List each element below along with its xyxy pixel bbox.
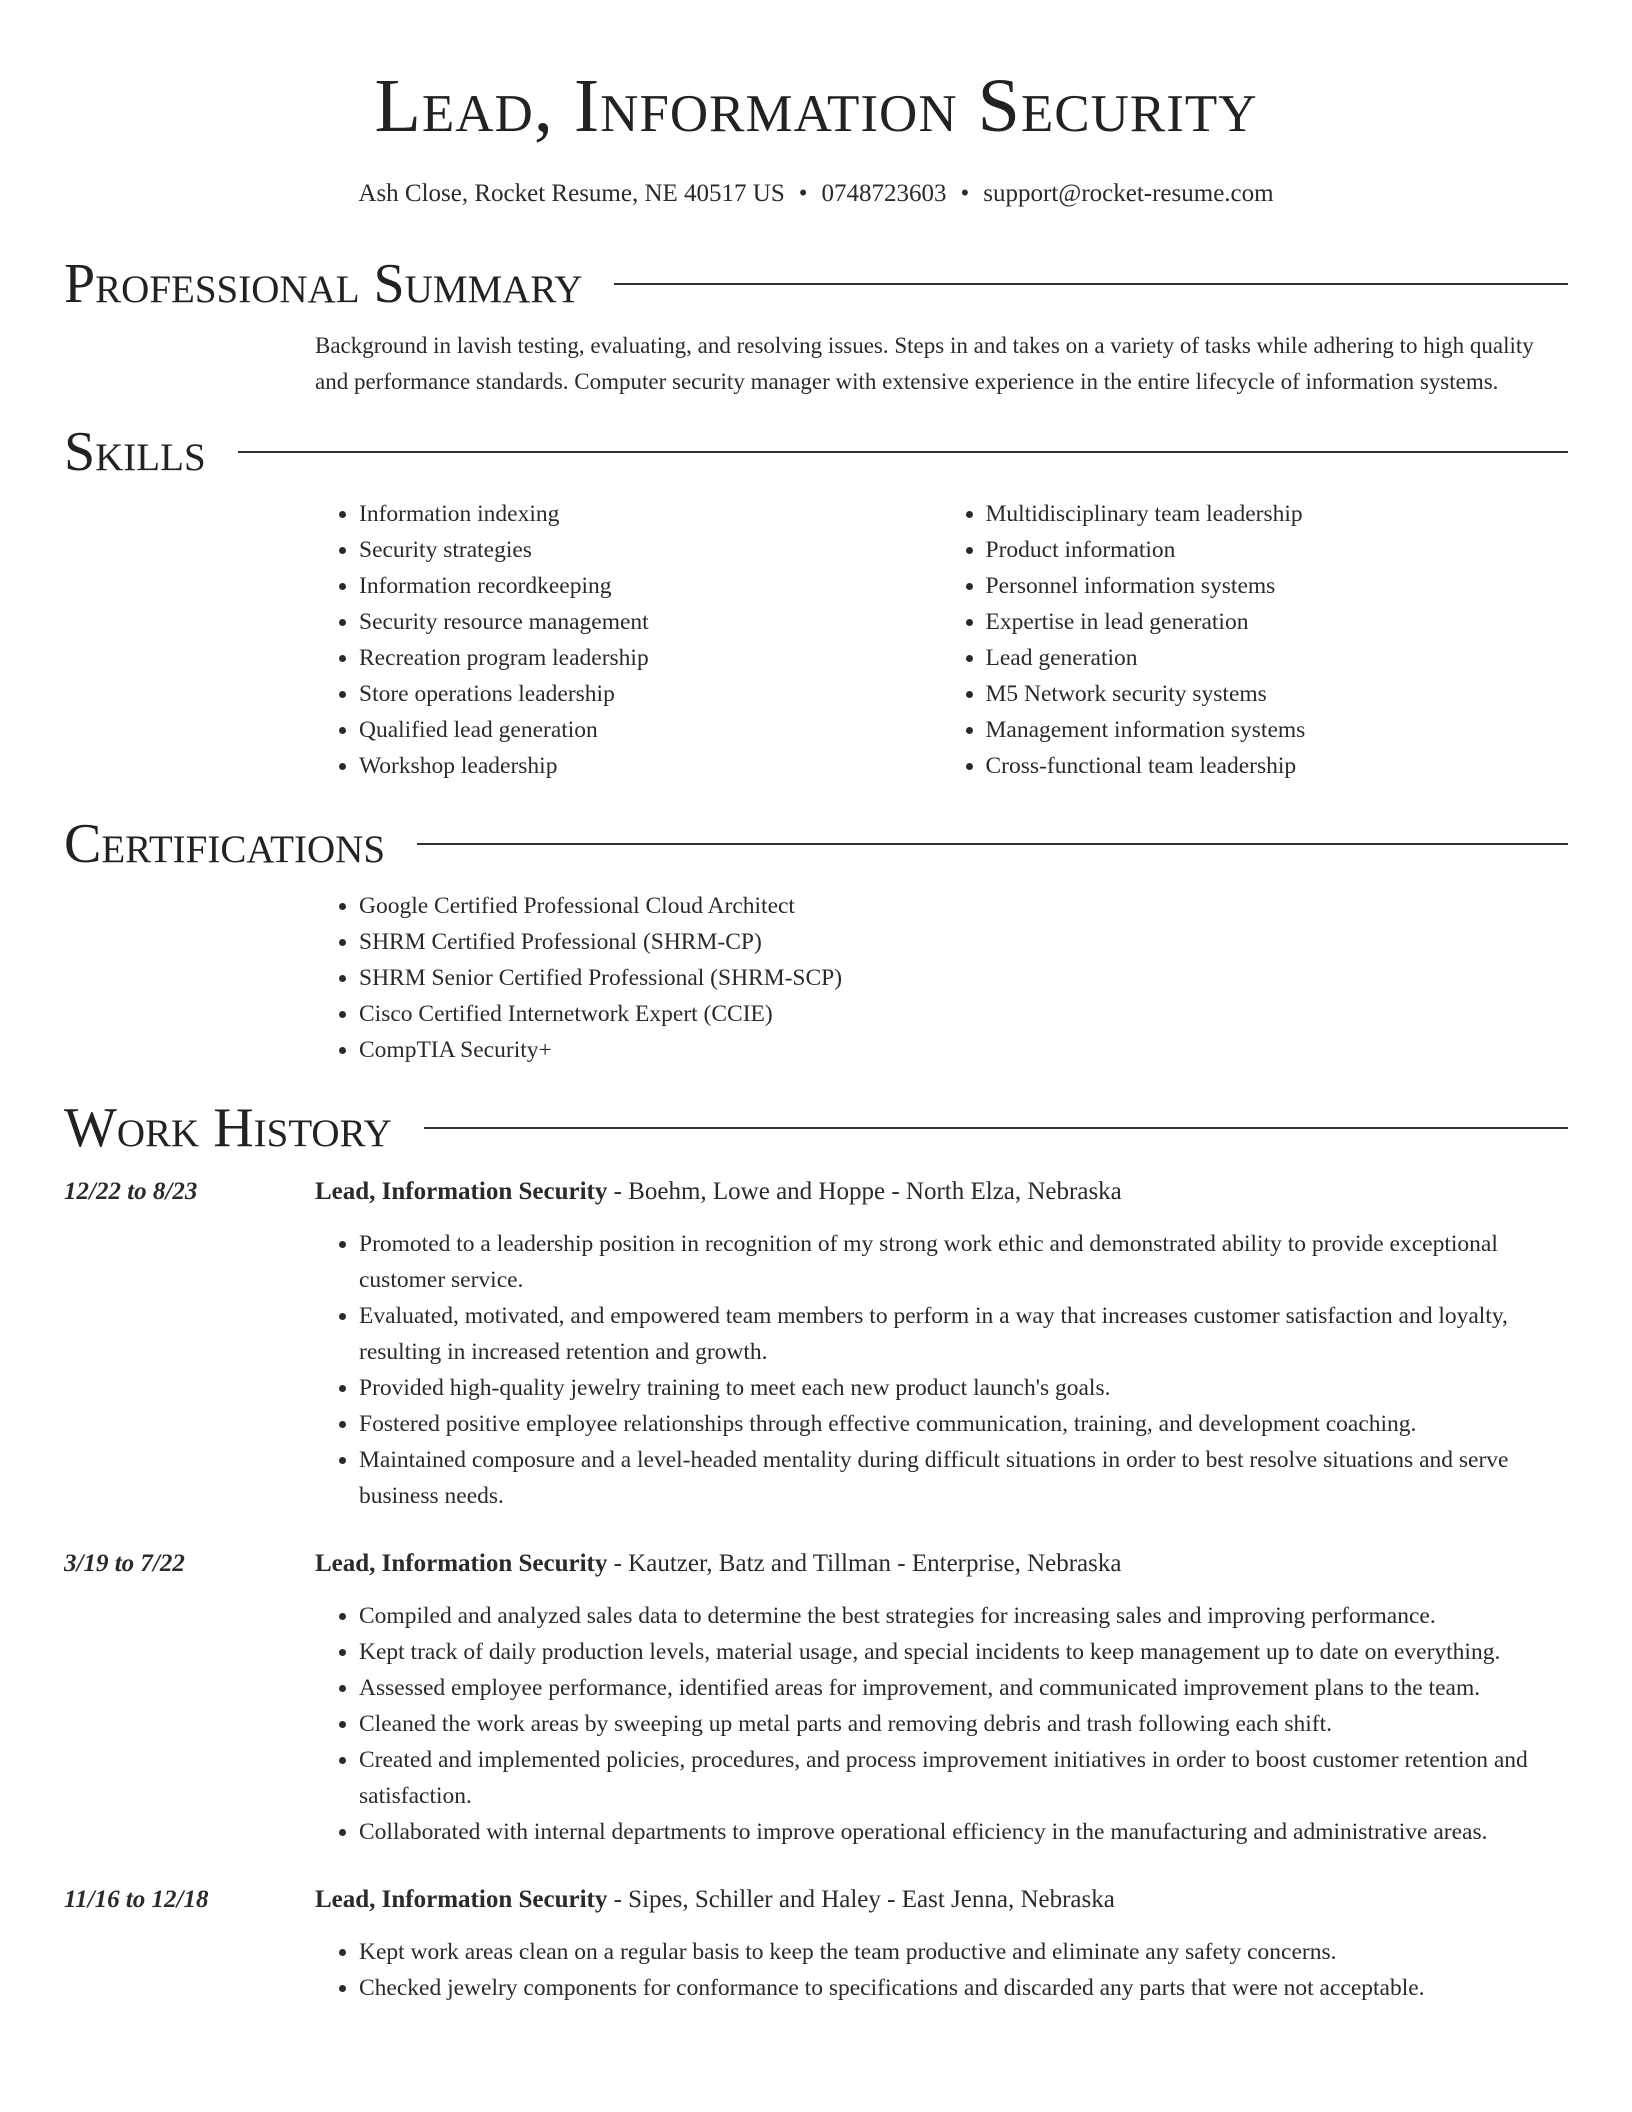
skill-item: • Expertise in lead generation (986, 604, 1569, 640)
certifications-bullets (315, 888, 1568, 1068)
skills-section-header (64, 422, 1568, 482)
job-company: - Kautzer, Batz and Tillman - Enterprise, Nebraska (607, 1550, 1122, 1577)
skill-item: • Lead generation (986, 640, 1569, 676)
job-duties (315, 1598, 1568, 1850)
resume-page (64, 0, 1568, 2006)
job-header (64, 1546, 1568, 1582)
certification-item: • Google Certified Professional Cloud Architect (359, 888, 1568, 924)
summary-section-header (64, 254, 1568, 314)
job-duties (315, 1934, 1568, 2006)
skill-item: • Multidisciplinary team leadership (986, 496, 1569, 532)
contact-line (64, 180, 1568, 208)
job-bullet: • Assessed employee performance, identified areas for improvement, and communicated improvement plans to the team. (359, 1670, 1568, 1706)
section-divider (417, 843, 1568, 845)
skill-item: • Store operations leadership (359, 676, 942, 712)
job-bullets (315, 1934, 1568, 2006)
job-dates: 11/16 to 12/18 (64, 1886, 209, 1913)
job-bullet: • Created and implemented policies, procedures, and process improvement initiatives in order to boost customer retention and satisfaction. (359, 1742, 1568, 1814)
job-bullet: • Provided high-quality jewelry training to meet each new product launch's goals. (359, 1370, 1568, 1406)
skill-item: • Personnel information systems (986, 568, 1569, 604)
job-bullet: • Kept track of daily production levels, material usage, and special incidents to keep management up to date on everything. (359, 1634, 1568, 1670)
job-bullet: • Evaluated, motivated, and empowered team members to perform in a way that increases customer satisfaction and loyalty, resulting in increased retention and growth. (359, 1298, 1568, 1370)
skill-item: • Security strategies (359, 532, 942, 568)
skills-list (315, 496, 1568, 784)
certification-item: • Cisco Certified Internetwork Expert (CCIE) (359, 996, 1568, 1032)
skill-item: • Management information systems (986, 712, 1569, 748)
certifications-section-header (64, 814, 1568, 874)
work-section-header (64, 1098, 1568, 1158)
skill-item: • Product information (986, 532, 1569, 568)
contact-address: Ash Close, Rocket Resume, NE 40517 US (358, 180, 785, 207)
job-entry (64, 1546, 1568, 1850)
job-bullet: • Cleaned the work areas by sweeping up metal parts and removing debris and trash following each shift. (359, 1706, 1568, 1742)
skill-item: • Information indexing (359, 496, 942, 532)
section-divider (238, 451, 1568, 453)
skill-item: • Security resource management (359, 604, 942, 640)
skills-column-right (942, 496, 1569, 784)
job-dates: 3/19 to 7/22 (64, 1550, 185, 1577)
job-heading-line (315, 1174, 1122, 1210)
job-title: Lead, Information Security (315, 1178, 608, 1205)
job-title: Lead, Information Security (315, 1550, 608, 1577)
work-heading: Work History (64, 1097, 392, 1159)
skill-item: • M5 Network security systems (986, 676, 1569, 712)
certification-item: • SHRM Certified Professional (SHRM-CP) (359, 924, 1568, 960)
contact-email[interactable]: support@rocket-resume.com (983, 180, 1274, 207)
skill-item: • Information recordkeeping (359, 568, 942, 604)
candidate-name: Lead, Information Security (374, 64, 1258, 148)
job-header (64, 1882, 1568, 1918)
skill-item: • Workshop leadership (359, 748, 942, 784)
job-title: Lead, Information Security (315, 1886, 608, 1913)
job-bullet: • Fostered positive employee relationships through effective communication, training, and development coaching. (359, 1406, 1568, 1442)
job-entry (64, 1174, 1568, 1514)
certification-item: • CompTIA Security+ (359, 1032, 1568, 1068)
job-heading-line (315, 1882, 1115, 1918)
job-bullets (315, 1598, 1568, 1850)
job-bullet: • Checked jewelry components for conformance to specifications and discarded any parts that were not acceptable. (359, 1970, 1568, 2006)
skill-item: • Cross-functional team leadership (986, 748, 1569, 784)
job-company: - Boehm, Lowe and Hoppe - North Elza, Nebraska (607, 1178, 1122, 1205)
section-divider (614, 283, 1568, 285)
job-duties (315, 1226, 1568, 1514)
certifications-heading: Certifications (64, 813, 386, 875)
summary-text: Background in lavish testing, evaluating, and resolving issues. Steps in and takes on a variety of tasks while adhering to high quality and performance standards. Computer security manager with extensive experience in the entire lifecycle of information systems. (315, 333, 1534, 394)
job-bullet: • Compiled and analyzed sales data to determine the best strategies for increasing sales and improving performance. (359, 1598, 1568, 1634)
job-bullet: • Kept work areas clean on a regular basis to keep the team productive and eliminate any safety concerns. (359, 1934, 1568, 1970)
skill-item: • Recreation program leadership (359, 640, 942, 676)
job-dates: 12/22 to 8/23 (64, 1178, 198, 1205)
skills-column-left (315, 496, 942, 784)
job-bullets (315, 1226, 1568, 1514)
summary-heading: Professional Summary (64, 253, 583, 315)
certification-item: • SHRM Senior Certified Professional (SHRM-SCP) (359, 960, 1568, 996)
skills-heading: Skills (64, 421, 206, 483)
skill-item: • Qualified lead generation (359, 712, 942, 748)
job-heading-line (315, 1546, 1121, 1582)
section-divider (424, 1127, 1568, 1129)
job-entry (64, 1882, 1568, 2006)
contact-separator: • (960, 180, 970, 207)
job-bullet: • Collaborated with internal departments to improve operational efficiency in the manufacturing and administrative areas. (359, 1814, 1568, 1850)
job-header (64, 1174, 1568, 1210)
contact-separator: • (798, 180, 808, 207)
job-bullet: • Promoted to a leadership position in recognition of my strong work ethic and demonstrated ability to provide exceptional customer service. (359, 1226, 1568, 1298)
job-bullet: • Maintained composure and a level-headed mentality during difficult situations in order to best resolve situations and serve business needs. (359, 1442, 1568, 1514)
certifications-list (315, 888, 1568, 1068)
contact-phone[interactable]: 0748723603 (821, 180, 947, 207)
job-company: - Sipes, Schiller and Haley - East Jenna, Nebraska (607, 1886, 1115, 1913)
